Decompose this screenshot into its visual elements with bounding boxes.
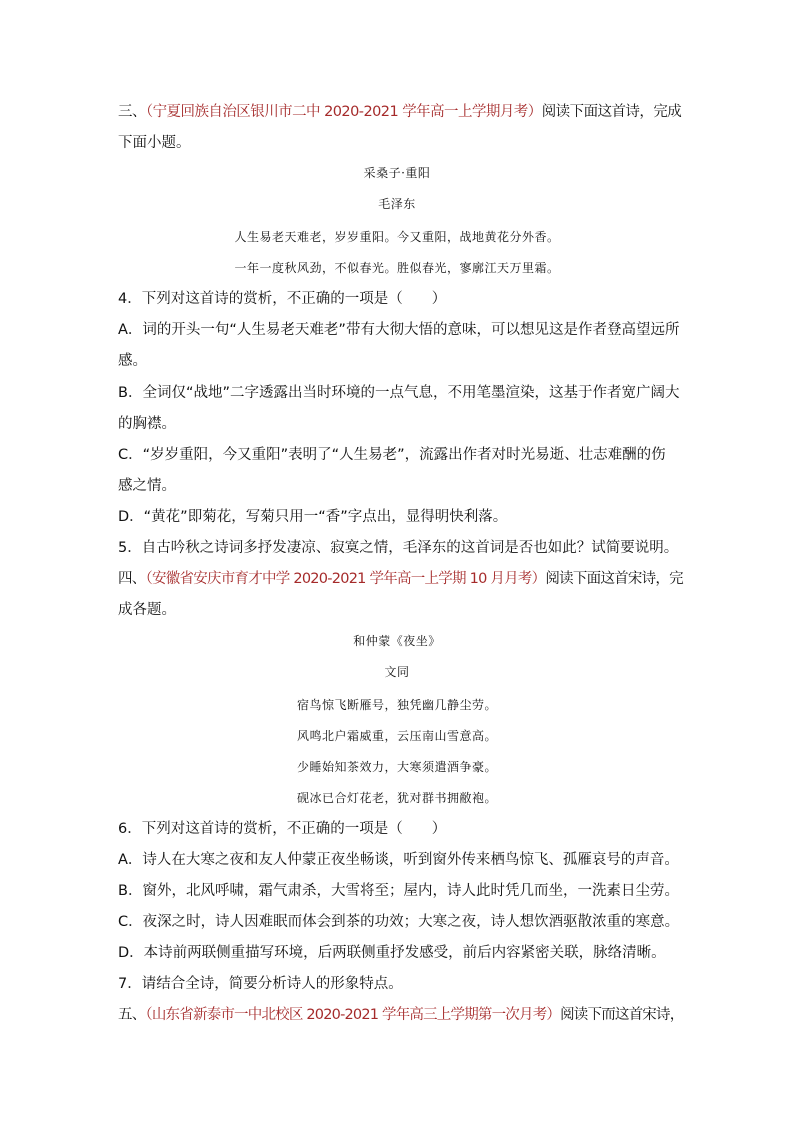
poem1-line: 一年一度秋风劲，不似春光。胜似春光，寥廓江天万里霜。 — [234, 261, 560, 275]
question4-option-c-cont: 感之情。 — [118, 478, 176, 494]
question6-option-b: B．窗外，北风呼啸，霜气肃杀，大雪将至；屋内，诗人此时凭几而坐，一洗素日尘劳。 — [118, 883, 679, 899]
question6-stem: 6．下列对这首诗的赏析，不正确的一项是（ ） — [118, 821, 447, 837]
section4-lead-cont: 成各题。 — [118, 602, 176, 618]
question4-option-a: A．词的开头一句“人生易老天难老”带有大彻大悟的意味，可以想见这是作者登高望远所 — [118, 322, 680, 338]
question6-option-c: C．夜深之时，诗人因难眠而体会到茶的功效；大寒之夜，诗人想饮酒驱散浓重的寒意。 — [118, 914, 680, 930]
poem2-line: 宿鸟惊飞断雁号，独凭幽几静尘劳。 — [296, 698, 497, 712]
question4-stem: 4．下列对这首诗的赏析，不正确的一项是（ ） — [118, 291, 447, 307]
section4-heading — [118, 564, 683, 595]
question4-option-c: C．“岁岁重阳，今又重阳”表明了“人生易老”，流露出作者对时光易逝、壮志难酬的伤 — [118, 447, 666, 463]
section5-lead: 阅读下而这首宋诗， — [560, 1007, 684, 1023]
poem1-author: 毛泽东 — [378, 197, 416, 211]
question4-option-a-cont: 感。 — [118, 353, 147, 369]
section4-number: 四、 — [118, 571, 146, 587]
section5-heading — [118, 1000, 684, 1031]
section3-number: 三、 — [118, 104, 146, 120]
question4-option-d: D．“黄花”即菊花，写菊只用一“香”字点出，显得明快利落。 — [118, 509, 508, 525]
poem2-line: 砚冰已合灯花老，犹对群书拥敝袍。 — [296, 791, 497, 805]
question5-stem: 5．自古吟秋之诗词多抒发凄凉、寂寞之情，毛泽东的这首词是否也如此？试简要说明。 — [118, 540, 679, 556]
section3-lead-cont: 下面小题。 — [118, 135, 191, 151]
section3-lead: 阅读下面这首诗，完成 — [541, 104, 682, 120]
question7-stem: 7．请结合全诗，简要分析诗人的形象特点。 — [118, 976, 403, 992]
section5-number: 五、 — [118, 1007, 146, 1023]
poem1-title: 采桑子·重阳 — [363, 166, 431, 180]
question4-option-b: B．全词仅“战地”二字透露出当时环境的一点气息，不用笔墨渲染，这基于作者宽广阔大 — [118, 385, 680, 401]
poem2-author: 文同 — [384, 665, 410, 679]
poem1-line: 人生易老天难老，岁岁重阳。今又重阳，战地黄花分外香。 — [234, 230, 560, 244]
poem2-title: 和仲蒙《夜坐》 — [353, 634, 441, 648]
question6-option-a: A．诗人在大寒之夜和友人仲蒙正夜坐畅谈，听到窗外传来栖鸟惊飞、孤雁哀号的声音。 — [118, 852, 679, 868]
section4-source: （安徽省安庆市育才中学 2020-2021 学年高一上学期 10 月月考） — [145, 571, 546, 587]
poem2-line: 少睡始知茶效力，大寒须遣酒争豪。 — [296, 760, 497, 774]
section5-source: （山东省新泰市一中北校区 2020-2021 学年高三上学期第一次月考） — [145, 1007, 561, 1023]
question6-option-d: D．本诗前两联侧重描写环境，后两联侧重抒发感受，前后内容紧密关联，脉络清晰。 — [118, 945, 666, 961]
section3-source: （宁夏回族自治区银川市二中 2020-2021 学年高一上学期月考） — [145, 104, 542, 120]
question4-option-b-cont: 的胸襟。 — [118, 416, 176, 432]
section3-heading — [118, 97, 680, 128]
section4-lead: 阅读下面这首宋诗，完 — [545, 571, 683, 587]
poem2-line: 风鸣北户霜威重，云压南山雪意高。 — [296, 729, 497, 743]
